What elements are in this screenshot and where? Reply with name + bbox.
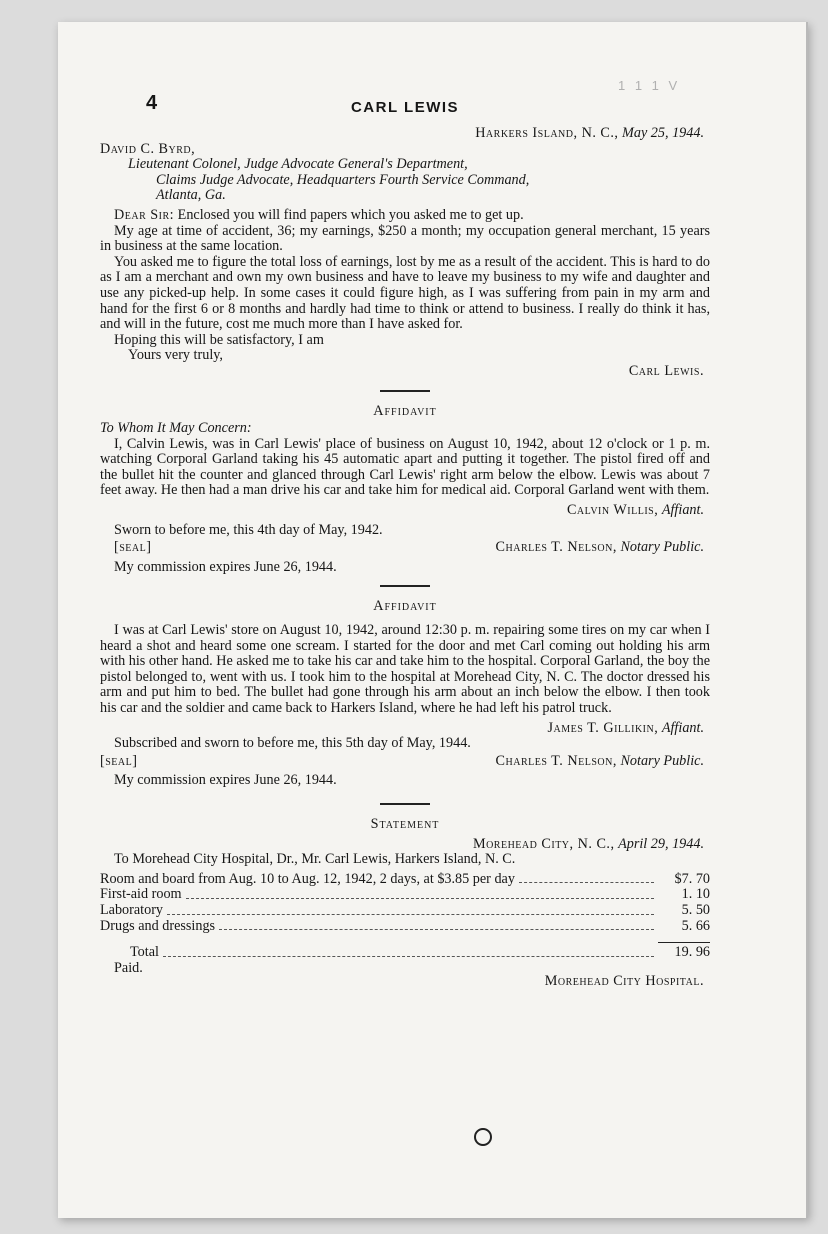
bill-item: Drugs and dressings 5. 66 <box>100 917 710 934</box>
bill-item: Room and board from Aug. 10 to Aug. 12, 1942, 2 days, at $3.85 per day $7. 70 <box>100 870 710 887</box>
hospital-statement <box>100 817 710 990</box>
letter-paragraph: Hoping this will be satisfactory, I am <box>114 331 324 348</box>
dot-leader <box>519 882 654 883</box>
bill-item: Laboratory 5. 50 <box>100 901 710 918</box>
dot-leader <box>163 956 654 957</box>
section-heading: Affidavit <box>373 402 437 419</box>
affiant-signature: James T. Gillikin, Affiant. <box>547 719 704 736</box>
statement-dateline: Morehead City, N. C., April 29, 1944. <box>472 835 704 852</box>
seal-label: [seal] <box>100 752 138 769</box>
letter-signature: Carl Lewis. <box>628 362 704 379</box>
seal-line <box>100 754 710 770</box>
letter-closing: Yours very truly, <box>128 347 223 364</box>
section-heading: Statement <box>370 815 440 832</box>
section-divider <box>380 803 430 805</box>
recipient-line: Lieutenant Colonel, Judge Advocate General's Department, <box>128 156 468 173</box>
salutation: Dear Sir: <box>114 206 175 223</box>
sworn-statement: Subscribed and sworn to before me, this 5th day of May, 1944. <box>114 735 471 752</box>
recipient-name: David C. Byrd, <box>100 140 196 157</box>
recipient-line: Atlanta, Ga. <box>156 187 226 204</box>
seal-line <box>100 540 710 556</box>
paid-mark: Paid. <box>114 959 143 976</box>
page-number: 4 <box>146 92 158 114</box>
commission-line: My commission expires June 26, 1944. <box>114 772 337 789</box>
page-content <box>100 92 710 990</box>
affidavit-body: I, Calvin Lewis, was in Carl Lewis' place of business on August 10, 1942, about 12 o'clock or 1 p. m. watching Corporal Garland taking his 45 automatic apart and putting it together. The pistol fired off and the bullet hit the counter and glanced through Carl Lewis' right arm below the elbow. Lewis was about 7 feet away. He then had a man drive his car and take him for medical aid. Corporal Garland went with them. <box>100 435 710 499</box>
letter-paragraph: Dear Sir: Enclosed you will find papers which you asked me to get up. <box>114 206 524 223</box>
recipient-line: Claims Judge Advocate, Headquarters Fourth Service Command, <box>156 171 530 188</box>
affidavit-james <box>100 599 710 789</box>
notary-signature: Charles T. Nelson, Notary Public. <box>495 752 704 769</box>
dot-leader <box>167 914 654 915</box>
letter <box>100 126 710 380</box>
bill-items <box>100 872 710 961</box>
dot-leader <box>219 929 654 930</box>
seal-label: [seal] <box>114 539 152 556</box>
commission-line: My commission expires June 26, 1944. <box>114 558 337 575</box>
letter-paragraph: My age at time of accident, 36; my earnings, $250 a month; my occupation general merchant, 15 years in business at the same location. <box>100 222 710 255</box>
notary-signature: Charles T. Nelson, Notary Public. <box>495 539 704 556</box>
affiant-signature: Calvin Willis, Affiant. <box>566 502 704 519</box>
bill-total: Total 19. 96 <box>130 944 710 961</box>
section-divider <box>380 390 430 392</box>
page-header <box>100 92 710 122</box>
section-divider <box>380 585 430 587</box>
affidavit-address: To Whom It May Concern: <box>100 420 252 437</box>
section-heading: Affidavit <box>373 598 437 615</box>
bill-item: First-aid room 1. 10 <box>100 886 710 903</box>
dot-leader <box>186 898 654 899</box>
running-title: CARL LEWIS <box>350 99 460 116</box>
affidavit-body: I was at Carl Lewis' store on August 10, 1942, around 12:30 p. m. repairing some tires on my car when I heard a shot and heard some one scream. I started for the door and met Carl coming out holding his arm with his other hand. He asked me to take his car and take him to the hospital. Corporal Garland, the boy the pistol belonged to, went with us. I took him to the hospital at Morehead City, N. C. The doctor dressed his arm and put him to bed. The bullet had gone through his arm about an inch below the elbow. I then took his car and the soldier and came back to Harkers Island, where he had left his patrol truck. <box>100 622 710 716</box>
letter-paragraph: You asked me to figure the total loss of earnings, lost by me as a result of the accident. This is hard to do as I am a merchant and own my own business and have to leave my business to my wife and daughter and use any picked-up help. In some cases it could figure high, as I was suffering from pain in my arm and hand for the first 6 or 8 months and hardly had time to think or attend to business. I really do think it has, and will in the future, cost me much more than I have asked for. <box>100 253 710 333</box>
circle-mark-icon <box>474 1128 492 1146</box>
statement-to-line: To Morehead City Hospital, Dr., Mr. Carl Lewis, Harkers Island, N. C. <box>114 851 516 868</box>
sworn-statement: Sworn to before me, this 4th day of May, 1942. <box>114 521 383 538</box>
letter-dateline: Harkers Island, N. C., May 25, 1944. <box>475 125 704 141</box>
archive-stamp: 1 1 1 V <box>618 78 681 93</box>
hospital-signature: Morehead City Hospital. <box>544 973 704 990</box>
affidavit-calvin <box>100 404 710 576</box>
